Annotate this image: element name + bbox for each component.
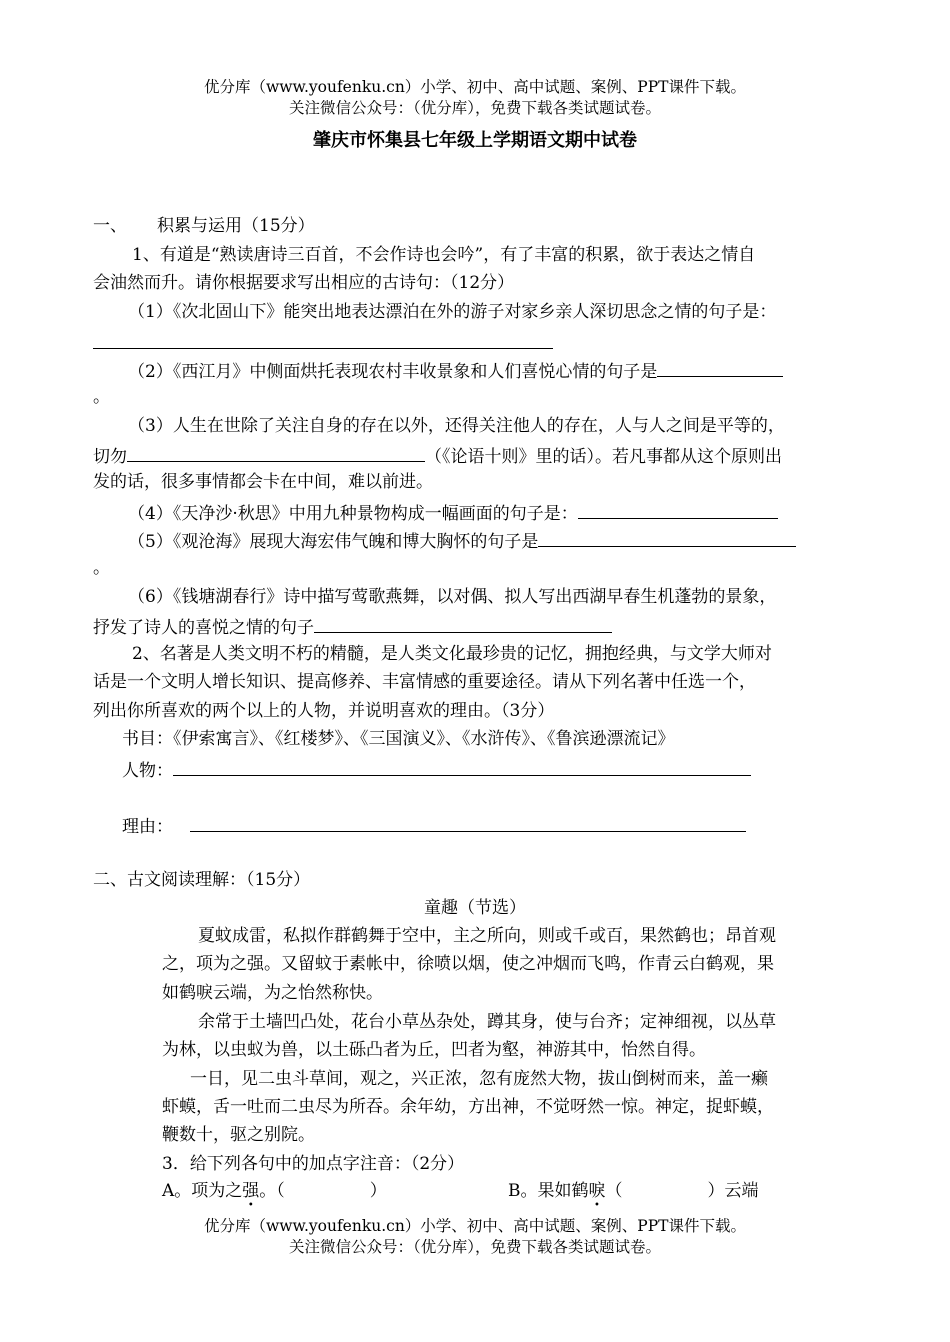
question-1-3a: （3）人生在世除了关注自身的存在以外，还得关注他人的存在，人与人之间是平等的， xyxy=(128,416,785,436)
question-1-5 xyxy=(128,528,796,553)
answer-blank-1-4[interactable] xyxy=(578,500,778,519)
question-1-3c: 发的话，很多事情都会卡在中间，难以前进。 xyxy=(93,472,433,492)
header-line-1: 优分库（www.youfenku.cn）小学、初中、高中试题、案例、PPT课件下载。 xyxy=(203,78,747,96)
characters-row xyxy=(122,757,751,782)
question-1-2-text: （2）《西江月》中侧面烘托表现农村丰收景象和人们喜悦心情的句子是 xyxy=(128,362,658,382)
passage-p1c: 如鹤唳云端，为之怡然称快。 xyxy=(162,983,383,1003)
answer-blank-1-5[interactable] xyxy=(538,528,796,547)
option-a-dotted-char: 强 xyxy=(242,1181,260,1201)
reason-blank[interactable] xyxy=(190,813,746,832)
question-1-4 xyxy=(128,500,778,525)
option-b-dotted-char: 唳 xyxy=(588,1181,606,1201)
question-1-2 xyxy=(128,358,783,383)
question-1-5-text: （5）《观沧海》展现大海宏伟气魄和博大胸怀的句子是 xyxy=(128,532,539,552)
characters-label: 人物： xyxy=(122,761,173,781)
option-a-post: 。（ ） xyxy=(259,1181,387,1201)
question-1-3b-pre: 切勿 xyxy=(93,447,127,467)
question-2c: 列出你所喜欢的两个以上的人物，并说明喜欢的理由。（3分） xyxy=(93,701,555,721)
passage-p1a: 夏蚊成雷，私拟作群鹤舞于空中，主之所向，则或千或百，果然鹤也；昂首观 xyxy=(198,926,776,946)
passage-p1b: 之，项为之强。又留蚊于素帐中，徐喷以烟，使之冲烟而飞鸣，作青云白鹤观，果 xyxy=(162,954,774,974)
passage-p3c: 鞭数十，驱之别院。 xyxy=(162,1125,315,1145)
question-1-intro-a: 1、有道是“熟读唐诗三百首，不会作诗也会吟”，有了丰富的积累，欲于表达之情自 xyxy=(132,245,756,265)
answer-blank-1-6[interactable] xyxy=(314,614,612,633)
passage-p2a: 余常于土墙凹凸处，花台小草丛杂处，蹲其身，使与台齐；定神细视，以丛草 xyxy=(198,1012,776,1032)
question-3: 3．给下列各句中的加点字注音：（2分） xyxy=(162,1154,465,1174)
question-1-6b-text: 抒发了诗人的喜悦之情的句子 xyxy=(93,618,314,638)
passage-p3a: 一日，见二虫斗草间，观之，兴正浓，忽有庞然大物，拔山倒树而来，盖一癞 xyxy=(190,1069,768,1089)
characters-blank[interactable] xyxy=(173,757,751,776)
question-1-intro-b: 会油然而升。请你根据要求写出相应的古诗句：（12分） xyxy=(93,273,515,293)
question-1-6a: （6）《钱塘湖春行》诗中描写莺歌燕舞，以对偶、拟人写出西湖早春生机蓬勃的景象， xyxy=(128,587,777,607)
section-1-number: 一、 xyxy=(93,216,127,236)
section-2-heading: 二、古文阅读理解：（15分） xyxy=(93,870,311,890)
reason-label: 理由： xyxy=(122,817,173,837)
answer-blank-1-2[interactable] xyxy=(657,358,783,377)
footer-line-2: 关注微信公众号：（优分库），免费下载各类试题试卷。 xyxy=(288,1238,661,1256)
question-2a: 2、名著是人类文明不朽的精髓，是人类文化最珍贵的记忆，拥抱经典，与文学大师对 xyxy=(132,644,772,664)
header-line-2: 关注微信公众号：（优分库），免费下载各类试题试卷。 xyxy=(288,99,661,117)
footer-line-1: 优分库（www.youfenku.cn）小学、初中、高中试题、案例、PPT课件下载。 xyxy=(203,1217,747,1235)
option-a-pre: A。项为之 xyxy=(162,1181,243,1201)
option-b-post: （ ）云端 xyxy=(605,1181,759,1201)
question-3-option-a xyxy=(162,1180,387,1202)
passage-title: 童趣（节选） xyxy=(424,898,526,918)
question-1-1: （1）《次北固山下》能突出地表达漂泊在外的游子对家乡亲人深切思念之情的句子是： xyxy=(128,302,777,322)
question-1-4-text: （4）《天净沙·秋思》中用九种景物构成一幅画面的句子是： xyxy=(128,504,578,524)
section-1-heading: 积累与运用（15分） xyxy=(157,216,315,236)
question-3-option-b xyxy=(508,1180,759,1202)
answer-blank-1-1[interactable] xyxy=(93,330,553,355)
passage-p3b: 虾蟆，舌一吐而二虫尽为所吞。余年幼，方出神，不觉呀然一惊。神定，捉虾蟆， xyxy=(162,1097,774,1117)
answer-blank-1-3[interactable] xyxy=(127,443,425,462)
question-1-3b xyxy=(93,443,782,468)
period-mark-2: 。 xyxy=(93,558,110,578)
question-1-3b-post: （《论语十则》里的话）。若凡事都从这个原则出 xyxy=(425,447,782,467)
book-list: 书目：《伊索寓言》、《红楼梦》、《三国演义》、《水浒传》、《鲁滨逊漂流记》 xyxy=(122,729,675,749)
reason-row xyxy=(122,813,746,838)
question-1-6b xyxy=(93,614,612,639)
page-title: 肇庆市怀集县七年级上学期语文期中试卷 xyxy=(313,130,637,151)
option-b-pre: B。果如鹤 xyxy=(508,1181,589,1201)
passage-p2b: 为林，以虫蚁为兽，以土砾凸者为丘，凹者为壑，神游其中，怡然自得。 xyxy=(162,1040,706,1060)
period-mark: 。 xyxy=(93,387,110,407)
question-2b: 话是一个文明人增长知识、提高修养、丰富情感的重要途径。请从下列名著中任选一个， xyxy=(93,672,756,692)
